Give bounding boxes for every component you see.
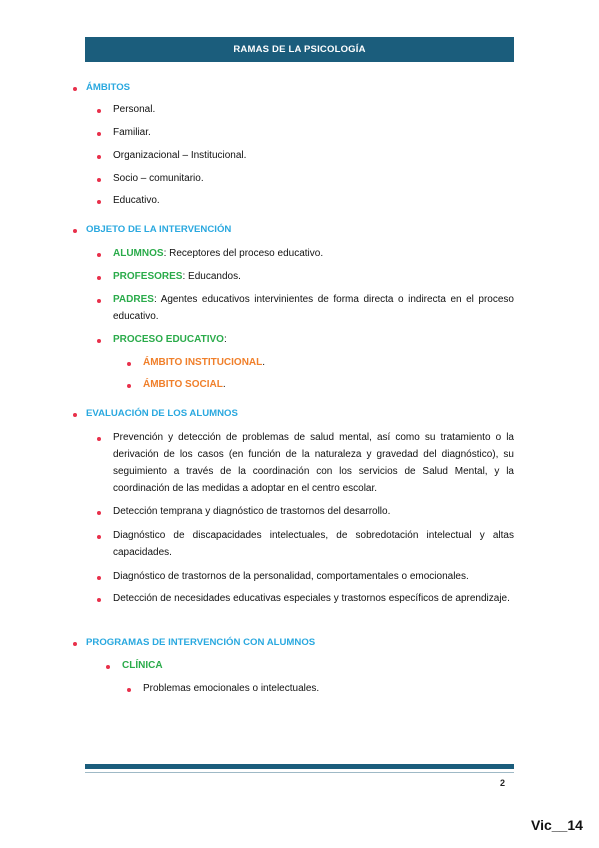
list-item: Diagnóstico de discapacidades intelectuales, de sobredotación intelectual y altas capacidades. bbox=[113, 530, 514, 558]
term-proceso-desc: : bbox=[223, 334, 227, 345]
subsection-clinica: CLÍNICA bbox=[122, 660, 163, 671]
bullet-icon bbox=[127, 688, 131, 692]
term-profesores: PROFESORES bbox=[113, 271, 183, 282]
list-item-alumnos bbox=[113, 245, 323, 262]
bullet-icon bbox=[97, 437, 101, 441]
list-item: Socio – comunitario. bbox=[113, 173, 204, 184]
list-item-institucional bbox=[143, 354, 265, 371]
bullet-icon bbox=[97, 276, 101, 280]
bullet-icon bbox=[127, 384, 131, 388]
bullet-icon bbox=[73, 87, 77, 91]
page-header bbox=[85, 37, 514, 62]
bullet-icon bbox=[97, 132, 101, 136]
page-number: 2 bbox=[500, 778, 506, 788]
list-item: Organizacional – Institucional. bbox=[113, 150, 247, 161]
term-institucional: ÁMBITO INSTITUCIONAL bbox=[143, 357, 263, 368]
list-item-padres bbox=[113, 291, 514, 325]
term-padres-desc: : Agentes educativos intervinientes de forma directa o indirecta en el proceso educativo. bbox=[113, 294, 514, 322]
bullet-icon bbox=[73, 642, 77, 646]
term-social-end: . bbox=[222, 379, 226, 390]
bullet-icon bbox=[97, 178, 101, 182]
section-ambitos-title: ÁMBITOS bbox=[86, 82, 131, 93]
section-programas-title: PROGRAMAS DE INTERVENCIÓN CON ALUMNOS bbox=[86, 637, 316, 648]
list-item: Prevención y detección de problemas de salud mental, así como su tratamiento o la derivación de los casos (en función de la naturaleza y gravedad del diagnóstico), su seguimiento a través de la coordinación con los servicios de Salud Mental, y la coordinación de las medidas a adoptar en el centro escolar. bbox=[113, 432, 514, 494]
author-signature: Vic__14 bbox=[531, 817, 583, 833]
term-social: ÁMBITO SOCIAL bbox=[143, 379, 223, 390]
bullet-icon bbox=[106, 665, 110, 669]
list-item: Diagnóstico de trastornos de la personalidad, comportamentales o emocionales. bbox=[113, 571, 469, 582]
term-profesores-desc: : Educandos. bbox=[182, 271, 241, 282]
footer-bar bbox=[85, 764, 514, 769]
list-item: Detección de necesidades educativas especiales y trastornos específicos de aprendizaje. bbox=[113, 593, 510, 604]
bullet-icon bbox=[97, 511, 101, 515]
footer-divider bbox=[85, 772, 514, 773]
bullet-icon bbox=[97, 253, 101, 257]
bullet-icon bbox=[97, 576, 101, 580]
list-item-proceso bbox=[113, 331, 227, 348]
section-objeto-title: OBJETO DE LA INTERVENCIÓN bbox=[86, 224, 232, 235]
term-institucional-end: . bbox=[262, 357, 266, 368]
bullet-icon bbox=[97, 598, 101, 602]
bullet-icon bbox=[73, 413, 77, 417]
term-alumnos: ALUMNOS bbox=[113, 248, 164, 259]
bullet-icon bbox=[127, 362, 131, 366]
bullet-icon bbox=[97, 155, 101, 159]
term-proceso: PROCESO EDUCATIVO bbox=[113, 334, 224, 345]
bullet-icon bbox=[97, 339, 101, 343]
list-item: Problemas emocionales o intelectuales. bbox=[143, 683, 320, 694]
section-evaluacion-title: EVALUACIÓN DE LOS ALUMNOS bbox=[86, 408, 238, 419]
bullet-icon bbox=[97, 109, 101, 113]
bullet-icon bbox=[97, 200, 101, 204]
term-alumnos-desc: : Receptores del proceso educativo. bbox=[163, 248, 324, 259]
list-item-profesores bbox=[113, 268, 241, 285]
bullet-icon bbox=[97, 535, 101, 539]
list-item: Educativo. bbox=[113, 195, 160, 206]
list-item: Detección temprana y diagnóstico de trastornos del desarrollo. bbox=[113, 506, 391, 517]
term-padres: PADRES bbox=[113, 294, 154, 305]
header-title: RAMAS DE LA PSICOLOGÍA bbox=[233, 44, 366, 55]
list-item: Familiar. bbox=[113, 127, 151, 138]
bullet-icon bbox=[97, 299, 101, 303]
bullet-icon bbox=[73, 229, 77, 233]
list-item: Personal. bbox=[113, 104, 156, 115]
list-item-social bbox=[143, 376, 226, 393]
